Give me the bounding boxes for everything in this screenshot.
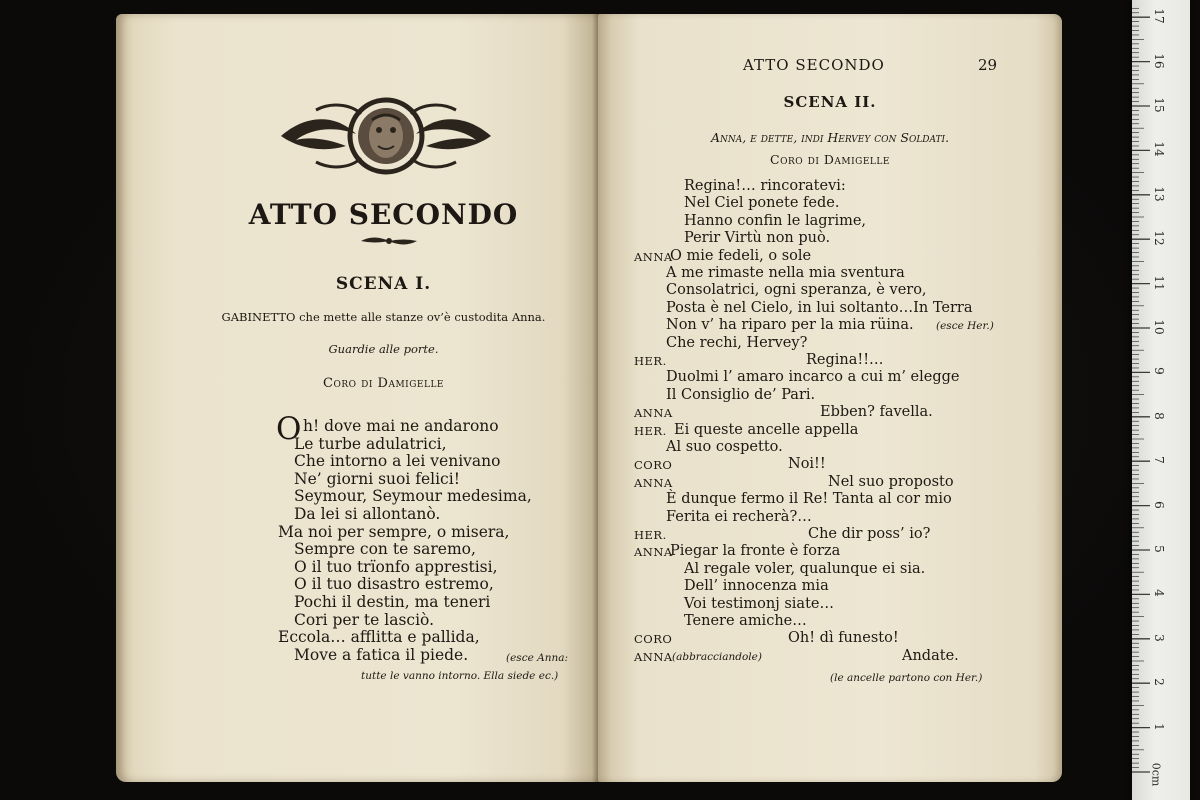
speaker-label: CORO (634, 458, 673, 473)
verse-line: Le turbe adulatrici, (294, 434, 447, 453)
dialogue-line: Che dir poss’ io? (808, 526, 931, 542)
verse-line: O il tuo disastro estremo, (294, 575, 494, 594)
ruler-unit-label: 0cm (1149, 762, 1163, 787)
verse-line: Ma noi per sempre, o misera, (278, 522, 510, 541)
inline-stage-direction: (esce Her.) (936, 320, 994, 333)
dialogue-line: Regina!… rincoratevi: (684, 178, 846, 194)
act-title: ATTO SECONDO (248, 198, 519, 231)
dialogue-line: Al suo cospetto. (666, 439, 783, 455)
dialogue-line: Il Consiglio de’ Pari. (666, 386, 816, 403)
right-page (598, 14, 1062, 782)
verse-line: Move a fatica il piede. (294, 645, 469, 664)
verse-line: Eccola… afflitta e pallida, (278, 628, 480, 647)
stage-direction-exit-continued: tutte le vanno intorno. Ella siede ec.) (361, 670, 559, 682)
dialogue-line: Dell’ innocenza mia (684, 578, 829, 595)
dialogue-line: Piegar la fronte è forza (670, 543, 841, 560)
dialogue-line: Duolmi l’ amaro incarco a cui m’ elegge (666, 369, 960, 386)
measuring-ruler (1132, 0, 1190, 800)
speaker-label: ANNA (634, 475, 673, 490)
dialogue-line: Al regale voler, qualunque ei sia. (684, 560, 926, 577)
dialogue-line: A me rimaste nella mia sventura (666, 265, 905, 281)
dialogue-line: Tenere amiche… (684, 613, 807, 629)
stage-direction: Guardie alle porte. (328, 342, 439, 356)
verse-line: Pochi il destin, ma teneri (294, 593, 491, 611)
ruler-number: 3 (1152, 633, 1166, 642)
dialogue-line: Voi testimonj siate… (684, 595, 834, 612)
ruler-number: 2 (1152, 678, 1166, 686)
dialogue-line: Posta è nel Cielo, in lui soltanto…In Terra (666, 299, 973, 316)
dialogue-line: Oh! dì funesto! (788, 630, 899, 647)
ruler-number: 13 (1152, 186, 1166, 202)
page-number: 29 (978, 56, 998, 74)
ruler-number: 16 (1152, 52, 1166, 69)
ruler-number: 9 (1152, 367, 1166, 376)
ruler-number: 6 (1152, 500, 1166, 509)
ruler-number: 14 (1152, 141, 1166, 158)
speaker-label: ANNA (634, 545, 673, 560)
verse-line: Che intorno a lei venivano (294, 452, 501, 471)
scene-persons: Anna, e dette, indi Hervey con Soldati. (710, 130, 950, 145)
dialogue-line: Ei queste ancelle appella (674, 421, 859, 438)
dialogue-line: È dunque fermo il Re! Tanta al cor mio (666, 491, 952, 508)
scene-title: SCENA I. (335, 274, 432, 294)
dialogue-line: O mie fedeli, o sole (670, 247, 812, 264)
dialogue-line: Consolatrici, ogni speranza, è vero, (666, 282, 927, 299)
ruler-number: 8 (1152, 411, 1166, 420)
ruler-number: 17 (1152, 8, 1166, 24)
dialogue-line: Regina!!… (806, 352, 884, 368)
dialogue-line: Noi!! (788, 456, 826, 473)
left-page (116, 14, 601, 782)
stage-direction-exit: (esce Anna: (506, 652, 569, 664)
ruler-number: 11 (1152, 274, 1166, 291)
verse-line: Ne’ giorni suoi felici! (294, 469, 460, 488)
ruler-number: 15 (1152, 97, 1166, 113)
drop-cap: O (276, 411, 302, 447)
chorus-label: Coro di Damigelle (770, 152, 890, 167)
ruler-number: 12 (1152, 230, 1166, 246)
ruler-number: 10 (1152, 319, 1166, 335)
open-book (116, 14, 1062, 782)
speaker-label: HER. (634, 354, 667, 368)
ruler-number: 4 (1152, 589, 1166, 598)
speaker-label: ANNA (634, 649, 673, 664)
inline-stage-direction: (abbracciandole) (672, 650, 762, 663)
speaker-label: HER. (634, 528, 667, 542)
speaker-label: ANNA (634, 406, 673, 421)
ruler-number: 5 (1152, 545, 1166, 553)
mask-ornament-icon (276, 96, 496, 176)
dialogue-line: Nel Ciel ponete fede. (684, 195, 840, 212)
speaker-label: CORO (634, 632, 673, 647)
verse-line: Sempre con te saremo, (294, 540, 476, 559)
verse-line: h! dove mai ne andarono (303, 417, 499, 435)
dialogue-line: Ebben? favella. (820, 404, 933, 421)
flourish-icon (359, 234, 419, 248)
dialogue-line: Nel suo proposto (828, 473, 954, 490)
stage-direction-final: (le ancelle partono con Her.) (830, 672, 983, 684)
verse-line: Cori per te lasciò. (294, 610, 435, 629)
scene-setting: GABINETTO che mette alle stanze ov’è custodita Anna. (221, 310, 546, 324)
dialogue-line: Che rechi, Hervey? (666, 334, 808, 351)
ruler-number: 1 (1152, 722, 1166, 731)
dialogue-line: Hanno confin le lagrime, (684, 212, 867, 229)
dialogue-line: Perir Virtù non può. (684, 230, 831, 247)
verse-line: Da lei si allontanò. (294, 505, 441, 523)
dialogue-line: Non v’ ha riparo per la mia rüina. (666, 317, 914, 334)
dialogue-line: Ferita ei recherà?… (666, 508, 812, 525)
dialogue-line: Andate. (902, 647, 959, 664)
verse-line: Seymour, Seymour medesima, (294, 487, 532, 506)
speaker-label: HER. (634, 423, 667, 438)
chorus-label: Coro di Damigelle (323, 376, 444, 391)
running-head: ATTO SECONDO (743, 56, 885, 74)
scene-title: SCENA II. (783, 93, 877, 111)
verse-line: O il tuo trïonfo apprestisi, (294, 557, 498, 576)
speaker-label: ANNA (634, 249, 673, 264)
ruler-number: 7 (1152, 456, 1166, 464)
